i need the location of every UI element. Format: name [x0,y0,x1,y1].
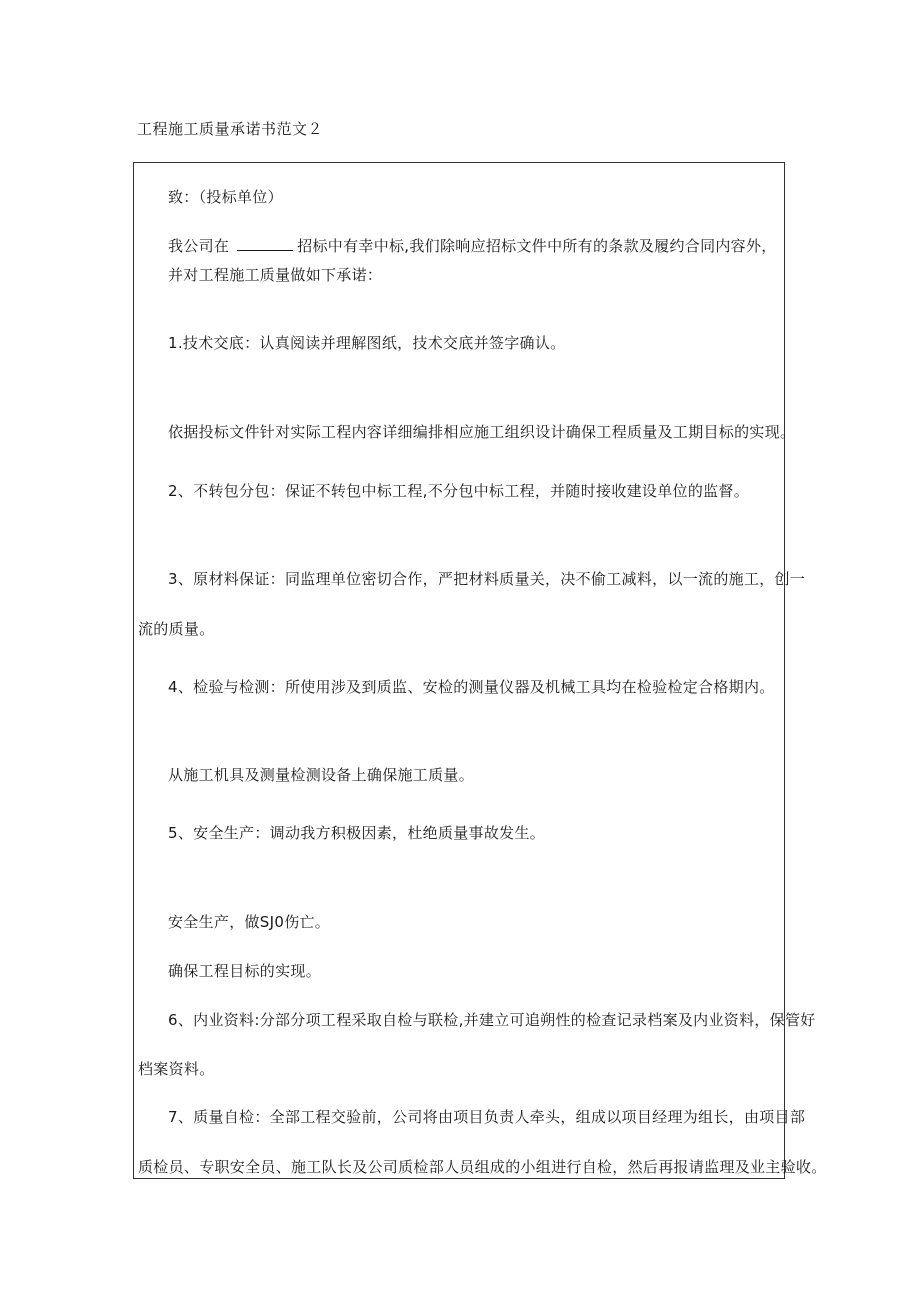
item-2: 2、不转包分包：保证不转包中标工程,不分包中标工程，并随时接收建设单位的监督。 [168,482,750,500]
document-title: 工程施工质量承诺书范文２ [137,120,324,138]
item-6-line-2: 档案资料。 [138,1060,215,1078]
blank-underline [237,236,293,251]
intro-prefix: 我公司在 [168,237,230,255]
intro-line-2: 并对工程施工质量做如下承诺： [168,266,383,284]
item-1-detail: 依据投标文件针对实际工程内容详细编排相应施工组织设计确保工程质量及工期目标的实现。 [168,423,796,441]
item-3-line-2: 流的质量。 [138,620,215,638]
salutation: 致：（投标单位） [168,188,283,206]
item-3-line-1: 3、原材料保证：同监理单位密切合作，严把材料质量关，决不偷工减料，以一流的施工，创一 [168,570,806,588]
item-6-line-1: 6、内业资料:分部分项工程采取自检与联检,并建立可追朔性的检查记录档案及内业资料，保管好 [168,1011,816,1029]
item-5: 5、安全生产：调动我方积极因素，杜绝质量事故发生。 [168,824,546,842]
intro-suffix: 招标中有幸中标,我们除响应招标文件中所有的条款及履约合同内容外， [297,237,777,255]
item-5-detail-1: 安全生产，做SJ0伤亡。 [168,913,331,931]
item-5-detail-2: 确保工程目标的实现。 [168,962,322,980]
item-7-line-1: 7、质量自检：全部工程交验前，公司将由项目负责人牵头，组成以项目经理为组长，由项目部 [168,1108,806,1126]
intro-line-1 [168,236,777,256]
item-1: 1.技术交底：认真阅读并理解图纸，技术交底并签字确认。 [168,334,566,352]
item-4-detail: 从施工机具及测量检测设备上确保施工质量。 [168,766,475,784]
item-7-line-2: 质检员、专职安全员、施工队长及公司质检部人员组成的小组进行自检，然后再报请监理及业主验收。 [138,1158,827,1176]
item-4: 4、检验与检测：所使用涉及到质监、安检的测量仪器及机械工具均在检验检定合格期内。 [168,678,775,696]
